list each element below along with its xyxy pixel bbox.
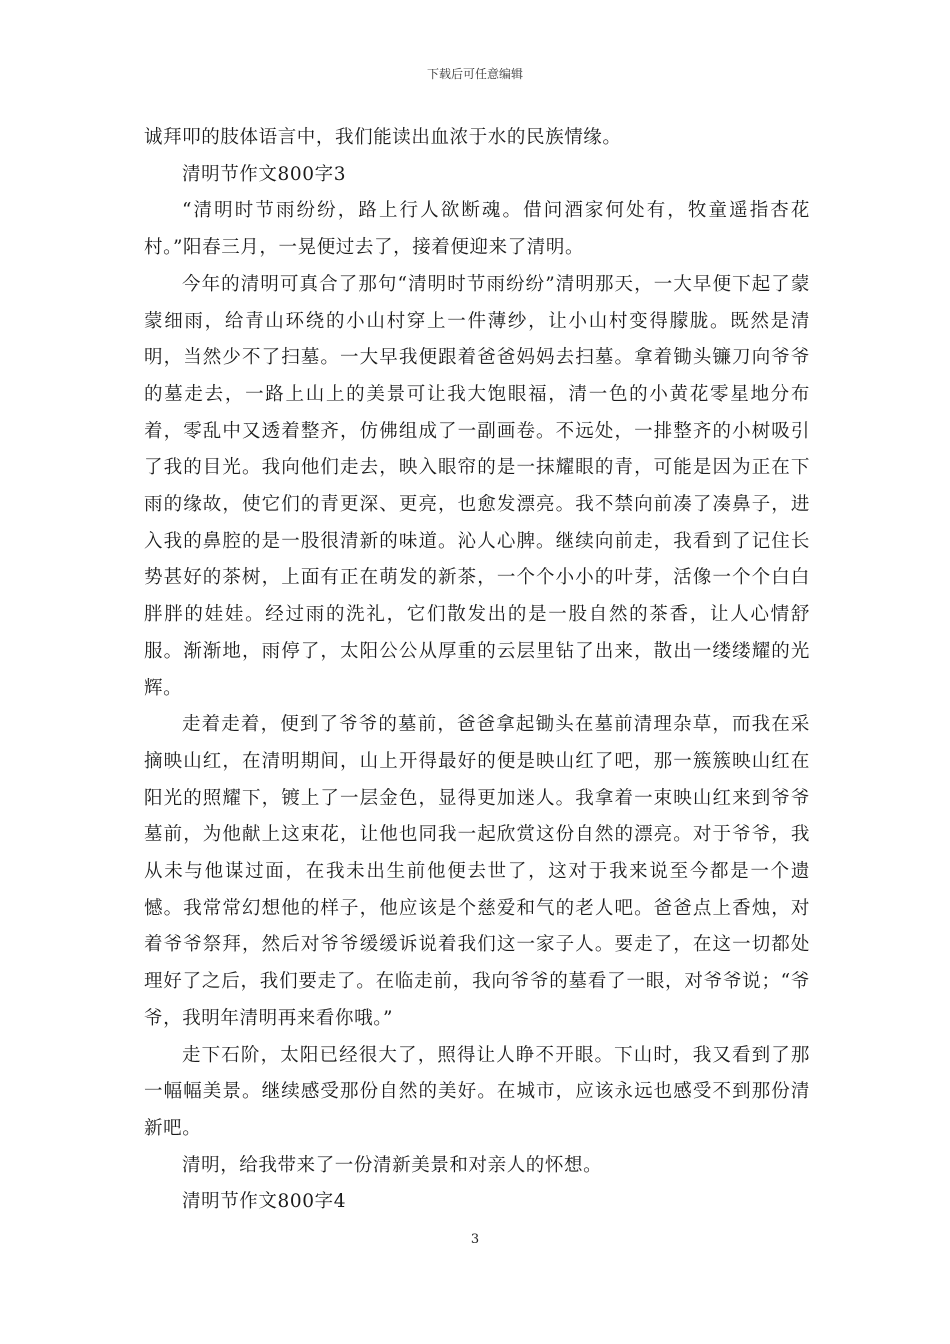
document-body [144,120,810,1221]
paragraph: 今年的清明可真合了那句“清明时节雨纷纷”清明那天，一大早便下起了蒙蒙细雨，给青山环绕的小山村穿上一件薄纱，让小山村变得朦胧。既然是清明，当然少不了扫墓。一大早我便跟着爸爸妈妈去扫墓。拿着锄头镰刀向爷爷的墓走去，一路上山上的美景可让我大饱眼福，清一色的小黄花零星地分布着，零乱中又透着整齐，仿佛组成了一副画卷。不远处，一排整齐的小树吸引了我的目光。我向他们走去，映入眼帘的是一抹耀眼的青，可能是因为正在下雨的缘故，使它们的青更深、更亮，也愈发漂亮。我不禁向前凑了凑鼻子，进入我的鼻腔的是一股很清新的味道。沁人心脾。继续向前走，我看到了记住长势甚好的茶树，上面有正在萌发的新茶，一个个小小的叶芽，活像一个个白白胖胖的娃娃。经过雨的洗礼，它们散发出的是一股自然的茶香，让人心情舒服。渐渐地，雨停了，太阳公公从厚重的云层里钻了出来，散出一缕缕耀的光辉。 [144,273,810,699]
paragraph: 清明，给我带来了一份清新美景和对亲人的怀想。 [182,1154,603,1176]
page-header: 下载后可任意编辑 [426,67,523,81]
paragraph: 走下石阶，太阳已经很大了，照得让人睁不开眼。下山时，我又看到了那一幅幅美景。继续感受那份自然的美好。在城市，应该永远也感受不到那份清新吧。 [144,1044,810,1139]
section-heading: 清明节作文800字3 [182,163,347,185]
paragraph: 诚拜叩的肢体语言中，我们能读出血浓于水的民族情缘。 [144,127,622,148]
section-heading: 清明节作文800字4 [182,1191,347,1213]
paragraph: “清明时节雨纷纷，路上行人欲断魂。借问酒家何处有，牧童遥指杏花村。”阳春三月，一晃便过去了，接着便迎来了清明。 [144,200,810,259]
paragraph: 走着走着，便到了爷爷的墓前，爸爸拿起锄头在墓前清理杂草，而我在采摘映山红，在清明期间，山上开得最好的便是映山红了吧，那一簇簇映山红在阳光的照耀下，镀上了一层金色，显得更加迷人。我拿着一束映山红来到爷爷墓前，为他献上这束花，让他也同我一起欣赏这份自然的漂亮。对于爷爷，我从未与他谋过面，在我未出生前他便去世了，这对于我来说至今都是一个遗憾。我常常幻想他的样子，他应该是个慈爱和气的老人吧。爸爸点上香烛，对着爷爷祭拜，然后对爷爷缓缓诉说着我们这一家子人。要走了，在这一切都处理好了之后，我们要走了。在临走前，我向爷爷的墓看了一眼，对爷爷说；“爷爷，我明年清明再来看你哦。” [144,714,810,1029]
page-number: 3 [470,1232,480,1247]
